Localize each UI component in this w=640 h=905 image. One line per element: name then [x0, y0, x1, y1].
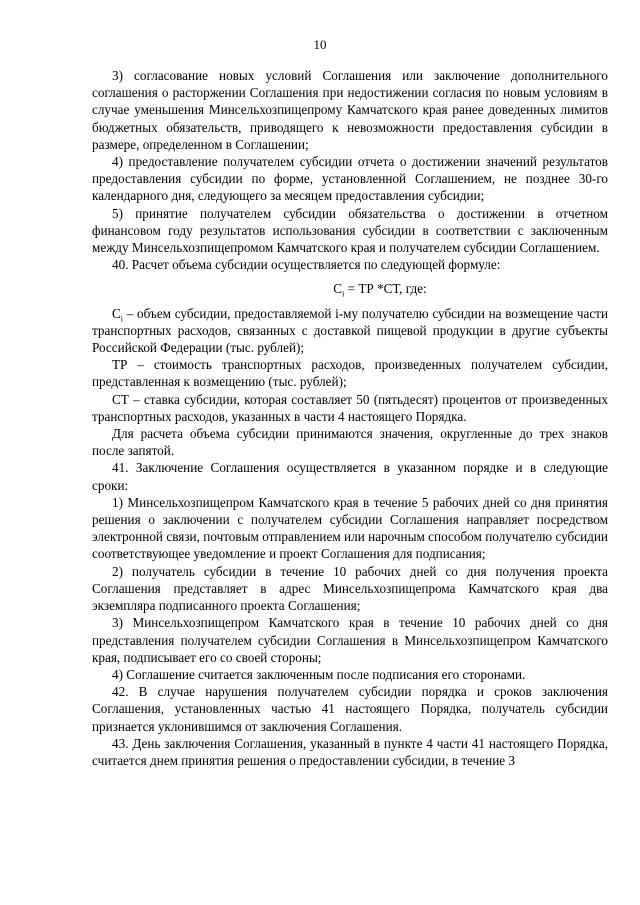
variable-definition: – объем субсидии, предоставляемой i-му получателю субсидии на возмещение части транспортных расходов, связанных с доставкой пищевой продукции в другие субъекты Российской Федерации (тыс. рублей);: [92, 305, 608, 356]
page-number: 10: [313, 37, 327, 52]
paragraph: [92, 305, 608, 357]
paragraph: 5) принятие получателем субсидии обязательства о достижении в отчетном финансовом году результатов использования субсидии в соответствии с заключенным между Минсельхозпищепромом Камчатского края и получателем субсидии Соглашением.: [92, 205, 608, 256]
paragraph: ТР – стоимость транспортных расходов, произведенных получателем субсидии, представленная к возмещению (тыс. рублей);: [92, 357, 608, 390]
formula-symbol: С: [333, 281, 343, 297]
paragraph: 43. День заключения Соглашения, указанный в пункте 4 части 41 настоящего Порядка, считается днем принятия решения о предоставлении субсидии, в течение 3: [92, 735, 608, 768]
paragraph: 2) получатель субсидии в течение 10 рабочих дней со дня получения проекта Соглашения представляет в адрес Минсельхозпищепрома Камчатского края два экземпляра подписанного проекта Соглашения;: [92, 563, 608, 614]
paragraph: 40. Расчет объема субсидии осуществляется по следующей формуле:: [112, 257, 501, 273]
paragraph: 42. В случае нарушения получателем субсидии порядка и сроков заключения Соглашения, установленных частью 41 настоящего Порядка, получатель субсидии признается уклонившимся от заключения Соглашения.: [92, 684, 608, 734]
paragraph: 41. Заключение Соглашения осуществляется в указанном порядке и в следующие сроки:: [92, 460, 608, 493]
paragraph: СТ – ставка субсидии, которая составляет 50 (пятьдесят) процентов от произведенных транспортных расходов, указанных в части 4 настоящего Порядка.: [92, 391, 608, 424]
formula-expression: = ТР *СТ, где:: [344, 281, 427, 297]
formula: [92, 280, 608, 300]
paragraph: 4) предоставление получателем субсидии отчета о достижении значений результатов предоставления субсидии по форме, установленной Соглашением, не позднее 30-го календарного дня, следующего за месяцем предоставления субсидии;: [92, 154, 608, 204]
variable-subscript: i: [120, 314, 124, 324]
paragraph: Для расчета объема субсидии принимаются значения, округленные до трех знаков после запятой.: [92, 426, 608, 459]
paragraph: 1) Минсельхозпищепром Камчатского края в течение 5 рабочих дней со дня принятия решения о заключении с получателем субсидии Соглашения направляет посредством электронной связи, почтовым отправлением или нарочным способом получателю субсидии соответствующее уведомление и проект Соглашения для подписания;: [92, 494, 608, 562]
document-body: [92, 67, 608, 769]
formula-subscript: i: [342, 290, 345, 300]
paragraph: 3) Минсельхозпищепром Камчатского края в течение 10 рабочих дней со дня представления получателем субсидии Соглашения в Минсельхозпищепром Камчатского края, подписывает его со своей стороны;: [92, 615, 608, 665]
paragraph: 4) Соглашение считается заключенным после подписания его сторонами.: [112, 666, 526, 682]
variable-symbol: С: [112, 305, 121, 321]
paragraph: 3) согласование новых условий Соглашения или заключение дополнительного соглашения о расторжении Соглашения при недостижении согласия по новым условиям в случае уменьшения Минсельхозпищепрому Камчатского края ранее доведенных лимитов бюджетных обязательств, приводящего к невозможности предоставления субсидии в размере, определенном в Соглашении;: [92, 68, 608, 152]
